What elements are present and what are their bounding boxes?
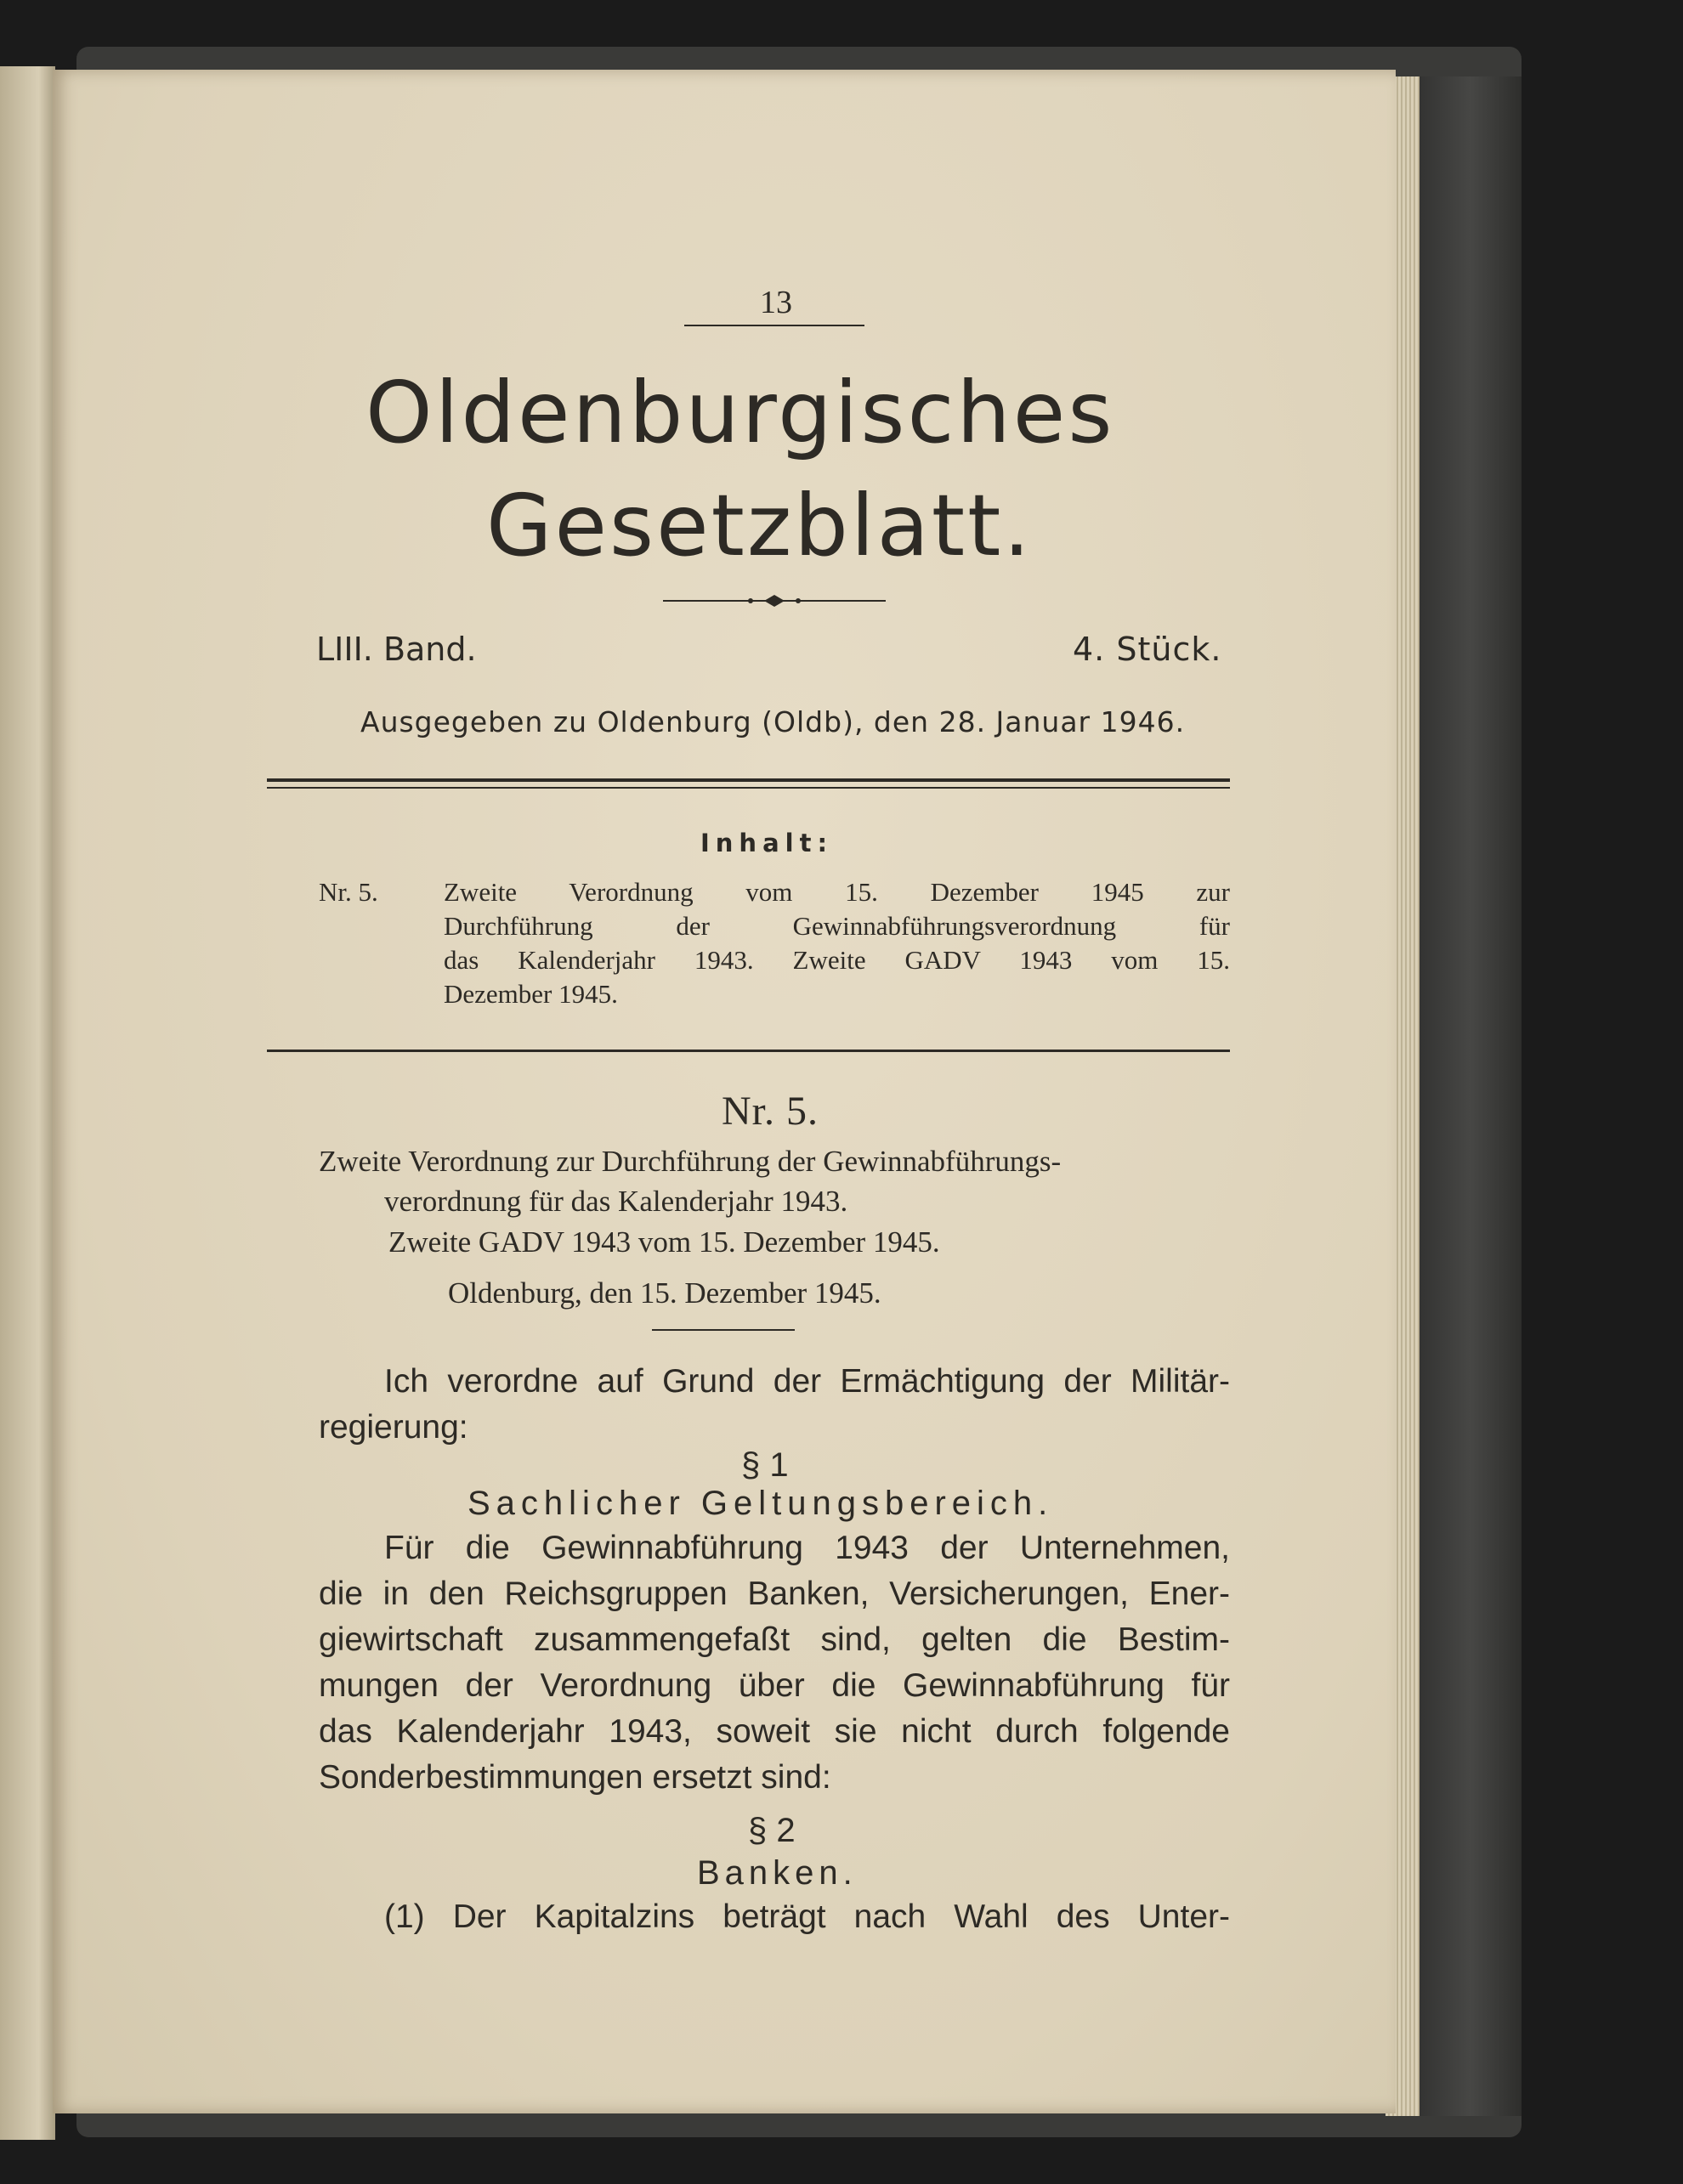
- gazette-title-line-1: Oldenburgisches: [366, 363, 1115, 462]
- section-2-title: Banken.: [697, 1854, 858, 1892]
- section-1-line: das Kalenderjahr 1943, soweit sie nicht durch folgende: [319, 1713, 1230, 1750]
- contents-entry-line: Dezember 1945.: [444, 979, 618, 1009]
- section-2-number: § 2: [748, 1812, 796, 1849]
- ordinance-title-line: verordnung für das Kalenderjahr 1943.: [384, 1185, 848, 1218]
- section-1-line: die in den Reichsgruppen Banken, Versicherungen, Ener-: [319, 1576, 1230, 1612]
- contents-entry-number: Nr. 5.: [319, 877, 378, 907]
- section-1-line: mungen der Verordnung über die Gewinnabführung für: [319, 1667, 1230, 1704]
- page-number: 13: [760, 285, 792, 320]
- ordinance-number: Nr. 5.: [722, 1089, 819, 1134]
- preamble-line: regierung:: [319, 1409, 468, 1446]
- contents-entry-line: das Kalenderjahr 1943. Zweite GADV 1943 vom 15.: [444, 945, 1230, 975]
- gazette-title-line-2: Gesetzblatt.: [486, 476, 1034, 575]
- volume-label: LIII. Band.: [316, 631, 477, 668]
- double-rule-bottom: [267, 787, 1230, 789]
- section-2-line: (1) Der Kapitalzins beträgt nach Wahl des Unter-: [384, 1898, 1230, 1935]
- gazette-page: [53, 70, 1396, 2113]
- page-number-rule: [684, 325, 864, 326]
- contents-heading: Inhalt:: [700, 829, 834, 857]
- issue-date-line: Ausgegeben zu Oldenburg (Oldb), den 28. Januar 1946.: [360, 705, 1186, 738]
- section-1-line: Sonderbestimmungen ersetzt sind:: [319, 1759, 831, 1796]
- contents-entry-line: Zweite Verordnung vom 15. Dezember 1945 zur: [444, 877, 1230, 907]
- section-1-number: § 1: [741, 1446, 789, 1484]
- preamble-line: Ich verordne auf Grund der Ermächtigung der Militär-: [384, 1363, 1230, 1400]
- section-1-line: giewirtschaft zusammengefaßt sind, gelten die Bestim-: [319, 1621, 1230, 1658]
- ordinance-title-line: Zweite Verordnung zur Durchführung der Gewinnabführungs-: [319, 1145, 1062, 1178]
- contents-entry-line: Durchführung der Gewinnabführungsverordnung für: [444, 911, 1230, 941]
- short-rule: [652, 1329, 795, 1331]
- facing-page-edge: [0, 66, 55, 2140]
- contents-rule: [267, 1050, 1230, 1052]
- issue-label: 4. Stück.: [1073, 631, 1222, 668]
- ornament-divider: [663, 592, 886, 609]
- section-1-title: Sachlicher Geltungsbereich.: [468, 1485, 1054, 1522]
- section-1-line: Für die Gewinnabführung 1943 der Unternehmen,: [384, 1530, 1230, 1566]
- ordinance-title-line: Zweite GADV 1943 vom 15. Dezember 1945.: [388, 1225, 940, 1259]
- place-date-line: Oldenburg, den 15. Dezember 1945.: [448, 1276, 881, 1310]
- double-rule-top: [267, 778, 1230, 782]
